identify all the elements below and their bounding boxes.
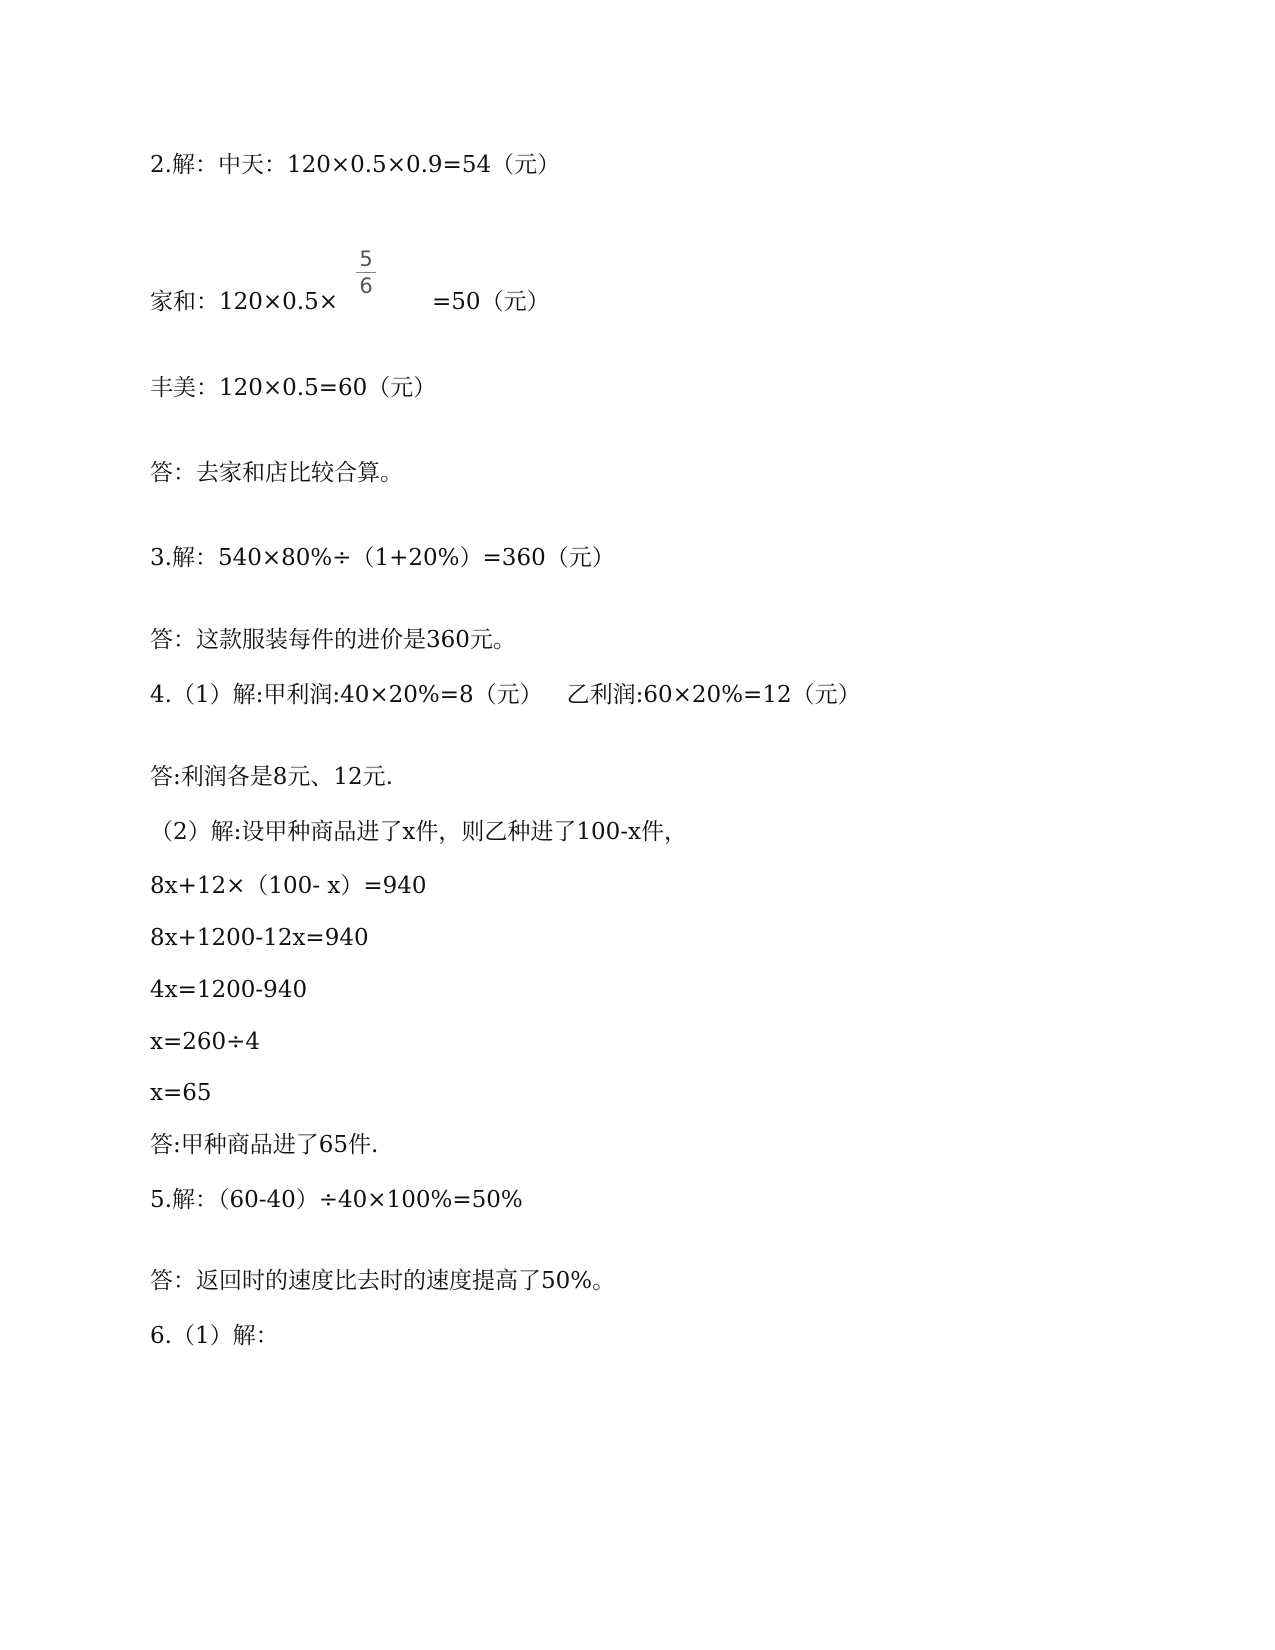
- jiahe-expression: 家和：120×0.5×: [150, 289, 339, 315]
- solution-6-heading: 6.（1）解：: [150, 1323, 279, 1349]
- solution-4-part-2: （2）解:设甲种商品进了x件，则乙种进了100-x件，: [150, 819, 687, 845]
- answer-3: 答：这款服装每件的进价是360元。: [150, 627, 516, 653]
- solution-3: 3.解：540×80%÷（1+20%）=360（元）: [150, 545, 615, 571]
- answer-4-part-2: 答:甲种商品进了65件.: [150, 1132, 379, 1158]
- answer-5: 答：返回时的速度比去时的速度提高了50%。: [150, 1268, 616, 1294]
- solution-5: 5.解：（60-40）÷40×100%=50%: [150, 1187, 523, 1213]
- fraction-denominator: 6: [359, 274, 373, 298]
- equation-step-5: x=65: [150, 1080, 212, 1106]
- answer-2: 答：去家和店比较合算。: [150, 460, 403, 486]
- solution-4-part-1: [150, 680, 861, 710]
- fraction-bar: [356, 272, 376, 273]
- solution-2-zhongtian: 2.解：中天：120×0.5×0.9=54（元）: [150, 152, 561, 178]
- solution-2-jiahe: [150, 287, 550, 317]
- profit-yi: 乙利润:60×20%=12（元）: [566, 682, 861, 708]
- answer-4-part-1: 答:利润各是8元、12元.: [150, 764, 393, 790]
- equation-step-2: 8x+1200-12x=940: [150, 925, 369, 951]
- jiahe-result: =50（元）: [432, 289, 550, 315]
- equation-step-4: x=260÷4: [150, 1029, 261, 1055]
- equation-step-3: 4x=1200-940: [150, 977, 308, 1003]
- equation-step-1: 8x+12×（100- x）=940: [150, 873, 427, 899]
- profit-jia: 4.（1）解:甲利润:40×20%=8（元）: [150, 682, 543, 708]
- solution-2-fengmei: 丰美：120×0.5=60（元）: [150, 375, 437, 401]
- fraction-numerator: 5: [359, 247, 373, 271]
